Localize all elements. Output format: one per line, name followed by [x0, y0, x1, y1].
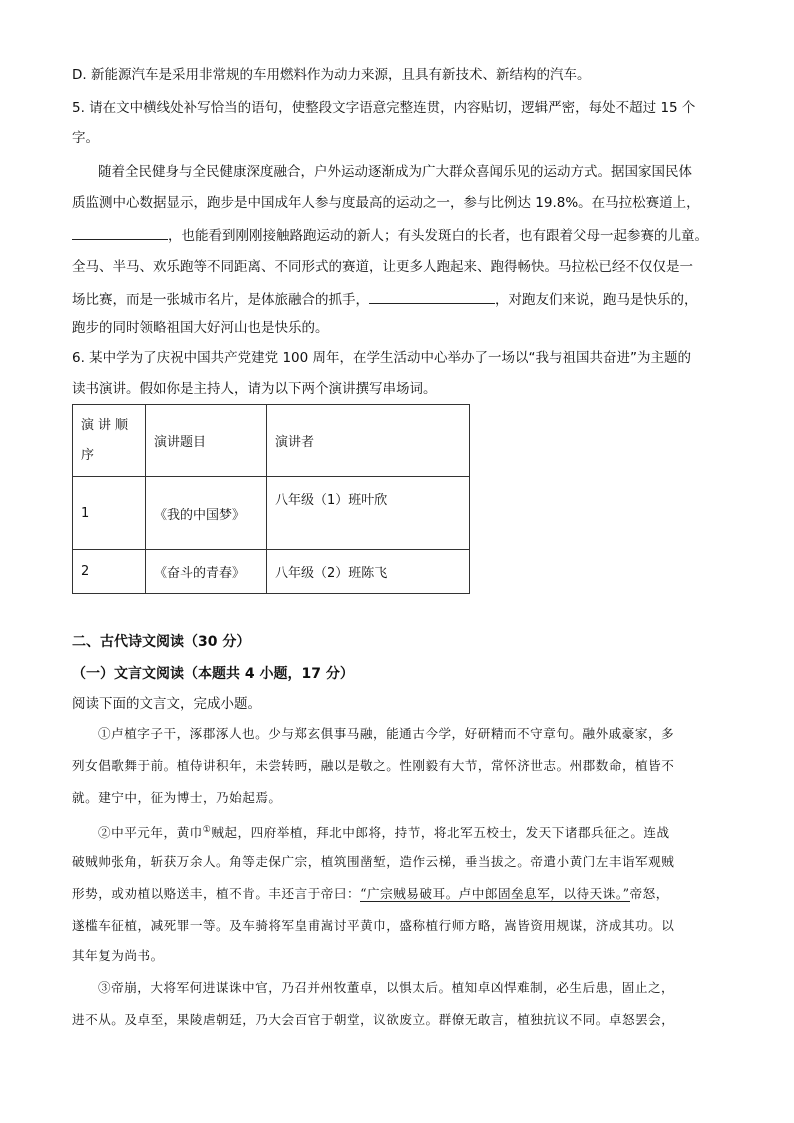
- answer-blank-2[interactable]: [369, 289, 495, 304]
- table-header-cell: 演讲者: [267, 405, 470, 477]
- q5-paragraph-line: 全马、半马、欢乐跑等不同距离、不同形式的赛道，让更多人跑起来、跑得畅快。马拉松已经不仅仅是一: [72, 259, 693, 275]
- table-row: [73, 477, 470, 549]
- question-5-stem-end: 字。: [72, 130, 99, 146]
- reading-instruction: 阅读下面的文言文，完成小题。: [72, 696, 261, 712]
- table-cell: 《奋斗的青春》: [146, 549, 267, 593]
- table-cell: 八年级（1）班叶欣: [267, 477, 470, 549]
- option-d: D. 新能源汽车是采用非常规的车用燃料作为动力来源，且具有新技术、新结构的汽车。: [72, 67, 591, 83]
- speech-schedule-table: [72, 404, 470, 594]
- table-cell: 《我的中国梦》: [146, 477, 267, 549]
- passage-line: 就。建宁中，征为博士，乃始起焉。: [72, 790, 282, 805]
- table-cell: 2: [73, 549, 146, 593]
- table-header-cell: 演讲顺序: [73, 405, 146, 477]
- table-header-cell: 演讲题目: [146, 405, 267, 477]
- table-row: [73, 549, 470, 593]
- passage-line: 遂槛车征植，减死罪一等。及车骑将军皇甫嵩讨平黄巾，盛称植行师方略，嵩皆资用规谋，济成其功。以: [72, 918, 675, 933]
- q5-paragraph-line: 随着全民健身与全民健康深度融合，户外运动逐渐成为广大群众喜闻乐见的运动方式。据国家国民体: [98, 164, 692, 180]
- subsection-heading: （一）文言文阅读（本题共 4 小题，17 分）: [72, 666, 354, 682]
- table-cell: 八年级（2）班陈飞: [267, 549, 470, 593]
- passage-line: 其年复为尚书。: [72, 948, 164, 963]
- answer-blank-1[interactable]: [72, 225, 168, 240]
- q5-paragraph-line: 质监测中心数据显示，跑步是中国成年人参与度最高的运动之一，参与比例达 19.8%。在马拉松赛道上，: [72, 195, 700, 211]
- section-heading: 二、古代诗文阅读（30 分）: [72, 634, 251, 650]
- question-5-stem: 5. 请在文中横线处补写恰当的语句，使整段文字语意完整连贯，内容贴切，逻辑严密，每处不超过 15 个: [72, 100, 696, 116]
- passage-line: ①卢植字子干，涿郡涿人也。少与郑玄俱事马融，能通古今学，好研精而不守章句。融外戚豪家，多: [98, 726, 675, 741]
- passage-line: 破贼帅张角，斩获万余人。角等走保广宗，植筑围凿堑，造作云梯，垂当拔之。帝遣小黄门左丰诣军观贼: [72, 854, 675, 869]
- underlined-sentence: “广宗贼易破耳。卢中郎固垒息军，以待天诛。”: [360, 886, 630, 901]
- passage-line: 进不从。及卓至，果陵虐朝廷，乃大会百官于朝堂，议欲废立。群僚无敢言，植独抗议不同。卓怒罢会，: [72, 1012, 675, 1027]
- question-6-stem: 6. 某中学为了庆祝中国共产党建党 100 周年，在学生活动中心举办了一场以“我与祖国共奋进”为主题的: [72, 350, 692, 366]
- q5-paragraph-line: 场比赛，而是一张城市名片，是体旅融合的抓手， ，对跑友们来说，跑马是快乐的，: [72, 289, 698, 310]
- passage-line: 形势，或劝植以赂送丰，植不肯。丰还言于帝曰：“广宗贼易破耳。卢中郎固垒息军，以待天诛。”帝怒，: [72, 886, 669, 901]
- q5-paragraph-line: 跑步的同时领略祖国大好河山也是快乐的。: [72, 320, 329, 336]
- passage-line: 列女倡歌舞于前。植侍讲积年，未尝转眄，融以是敬之。性刚毅有大节，常怀济世志。州郡数命，植皆不: [72, 758, 675, 773]
- q5-paragraph-line: ，也能看到刚刚接触路跑运动的新人；有头发斑白的长者，也有跟着父母一起参赛的儿童。: [72, 225, 708, 246]
- table-header-row: [73, 405, 470, 477]
- footnote-marker[interactable]: ①: [202, 825, 212, 835]
- passage-line: ③帝崩，大将军何进谋诛中官，乃召并州牧董卓，以惧太后。植知卓凶悍难制，必生后患，固止之，: [98, 980, 675, 995]
- question-6-stem-end: 读书演讲。假如你是主持人，请为以下两个演讲撰写串场词。: [72, 381, 437, 397]
- passage-line: ②中平元年，黄巾①贼起，四府举植，拜北中郎将，持节，将北军五校士，发天下诸郡兵征之。连战: [98, 825, 670, 841]
- table-cell: 1: [73, 477, 146, 549]
